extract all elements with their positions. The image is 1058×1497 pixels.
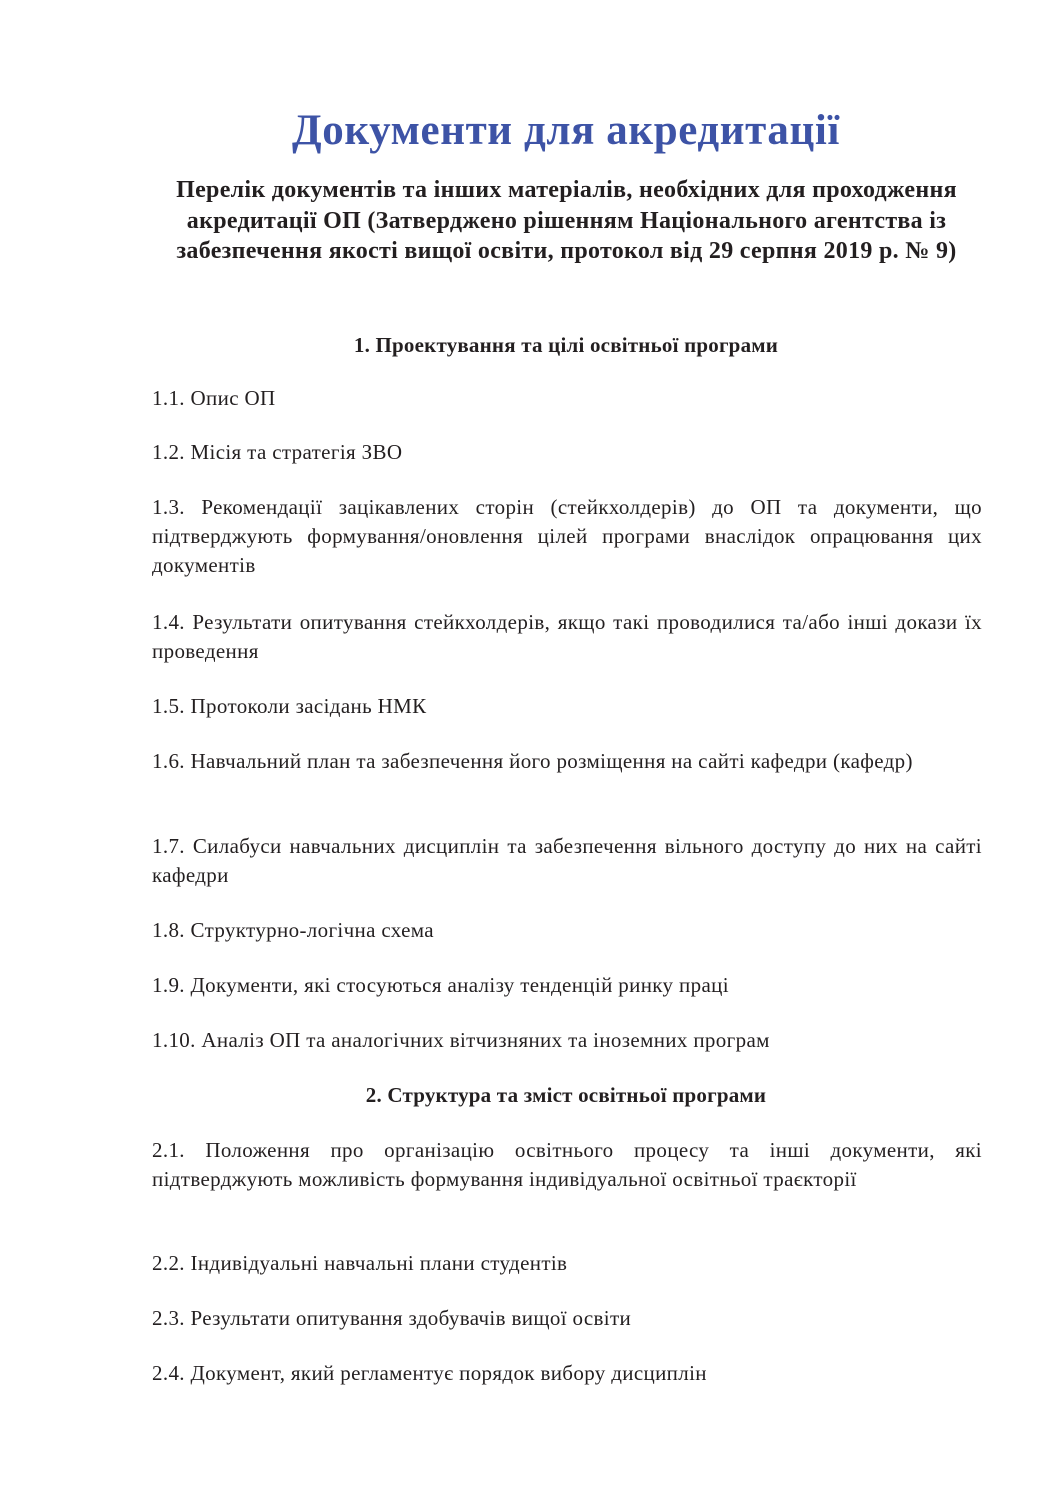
section-heading-2: 2. Структура та зміст освітньої програми	[365, 1083, 767, 1107]
list-item-2-4: 2.4. Документ, який регламентує порядок вибору дисциплін	[152, 1361, 707, 1385]
list-item-2-2: 2.2. Індивідуальні навчальні плани студентів	[152, 1251, 568, 1275]
list-item-1-5: 1.5. Протоколи засідань НМК	[152, 694, 427, 718]
section-heading-1: 1. Проектування та цілі освітньої програми	[353, 333, 779, 357]
list-item-1-7: 1.7. Силабуси навчальних дисциплін та забезпечення вільного доступу до них на сайті кафедри	[152, 834, 982, 887]
list-item-1-8: 1.8. Структурно-логічна схема	[152, 918, 434, 942]
document-subtitle: Перелік документів та інших матеріалів, необхідних для проходження акредитації ОП (Затверджено рішенням Національного агентства із забезпечення якості вищої освіти, протокол від 29 серпня 2019 р. № 9)	[176, 177, 957, 264]
list-item-1-10: 1.10. Аналіз ОП та аналогічних вітчизняних та іноземних програм	[152, 1028, 770, 1052]
list-item-2-3: 2.3. Результати опитування здобувачів вищої освіти	[152, 1306, 632, 1330]
list-item-1-6: 1.6. Навчальний план та забезпечення його розміщення на сайті кафедри (кафедр)	[152, 749, 913, 773]
document-title: Документи для акредитації	[292, 107, 840, 154]
list-item-1-3: 1.3. Рекомендації зацікавлених сторін (стейкхолдерів) до ОП та документи, що підтверджують формування/оновлення цілей програми внаслідок опрацювання цих документів	[152, 495, 982, 577]
list-item-2-1: 2.1. Положення про організацію освітнього процесу та інші документи, які підтверджують можливість формування індивідуальної освітньої траєкторії	[152, 1138, 982, 1191]
list-item-1-2: 1.2. Місія та стратегія ЗВО	[152, 440, 403, 464]
list-item-1-9: 1.9. Документи, які стосуються аналізу тенденцій ринку праці	[152, 973, 729, 997]
list-item-1-4: 1.4. Результати опитування стейкхолдерів, якщо такі проводилися та/або інші докази їх проведення	[152, 610, 982, 663]
list-item-1-1: 1.1. Опис ОП	[152, 386, 276, 410]
